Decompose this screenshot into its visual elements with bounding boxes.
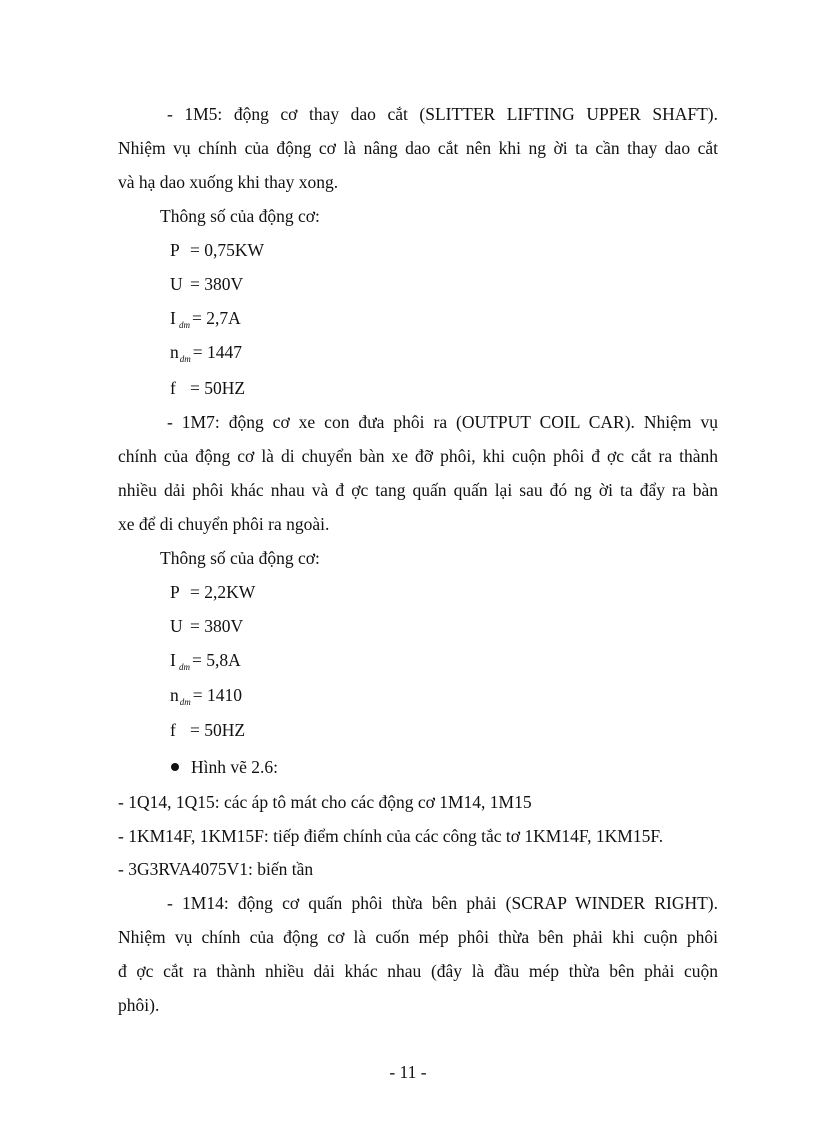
params2-title: Thông số của động cơ:: [160, 548, 320, 568]
params2-i: [170, 649, 241, 674]
fig-item-2: - 1KM14F, 1KM15F: tiếp điểm chính của các công tắc tơ 1KM14F, 1KM15F.: [118, 826, 664, 846]
params1-f: [170, 377, 245, 399]
params2-f: [170, 719, 245, 741]
m5-line-3: và hạ dao xuống khi thay xong.: [118, 172, 339, 192]
params1-p: [170, 239, 264, 261]
param-value: = 50HZ: [190, 720, 246, 740]
params1-title: Thông số của động cơ:: [160, 206, 320, 226]
m5-line-1: - 1M5: động cơ thay dao cắt (SLITTER LIFTING UPPER SHAFT).: [167, 104, 718, 124]
m14-line-4: phôi).: [118, 995, 160, 1015]
params2-n: [170, 684, 242, 709]
bullet-icon: [171, 763, 179, 771]
param-value: = 5,8A: [192, 650, 241, 670]
params1-u: [170, 273, 243, 295]
param-label: I: [170, 308, 176, 328]
param-label: f: [170, 378, 176, 398]
param-label: U: [170, 274, 183, 294]
param-value: = 380V: [190, 274, 244, 294]
param-label: U: [170, 616, 183, 636]
m14-line-2: Nhiệm vụ chính của động cơ là cuốn mép phôi thừa bên phải khi cuộn phôi: [118, 927, 718, 947]
param-label: f: [170, 720, 176, 740]
params1-i: [170, 307, 241, 332]
params1-n: [170, 341, 242, 366]
m7-line-2: chính của động cơ là di chuyển bàn xe đỡ phôi, khi cuộn phôi đ ợc cắt ra thành: [118, 446, 718, 466]
m7-line-3: nhiều dải phôi khác nhau và đ ợc tang quấn quấn lại sau đó ng ời ta đẩy ra bàn: [118, 480, 718, 500]
params2-u: [170, 615, 243, 637]
param-subscript: dm: [179, 697, 191, 707]
m5-line-2: Nhiệm vụ chính của động cơ là nâng dao cắt nên khi ng ời ta cần thay dao cắt: [118, 138, 718, 158]
fig-item-1: - 1Q14, 1Q15: các áp tô mát cho các động cơ 1M14, 1M15: [118, 792, 532, 812]
param-value: = 2,7A: [192, 308, 241, 328]
m7-line-1: - 1M7: động cơ xe con đưa phôi ra (OUTPUT COIL CAR). Nhiệm vụ: [167, 412, 718, 432]
param-subscript: dm: [179, 354, 191, 364]
param-value: = 0,75KW: [190, 240, 265, 260]
params2-p: [170, 581, 255, 603]
param-label: n: [170, 342, 179, 362]
page-number: - 11 -: [389, 1062, 427, 1082]
param-value: = 50HZ: [190, 378, 246, 398]
figure-caption: Hình vẽ 2.6:: [191, 757, 279, 777]
m7-line-4: xe để di chuyển phôi ra ngoài.: [118, 514, 330, 534]
param-label: n: [170, 685, 179, 705]
m14-line-1: - 1M14: động cơ quấn phôi thừa bên phải (SCRAP WINDER RIGHT).: [167, 893, 718, 913]
fig-item-3: - 3G3RVA4075V1: biến tần: [118, 859, 314, 879]
param-value: = 1447: [192, 342, 242, 362]
m14-line-3: đ ợc cắt ra thành nhiều dải khác nhau (đây là đầu mép thừa bên phải cuộn: [118, 961, 718, 981]
param-label: P: [170, 240, 180, 260]
param-subscript: dm: [179, 320, 190, 330]
param-label: I: [170, 650, 176, 670]
param-value: = 1410: [192, 685, 242, 705]
figure-bullet: [167, 756, 278, 778]
param-subscript: dm: [179, 662, 190, 672]
param-value: = 2,2KW: [190, 582, 256, 602]
param-label: P: [170, 582, 180, 602]
param-value: = 380V: [190, 616, 244, 636]
